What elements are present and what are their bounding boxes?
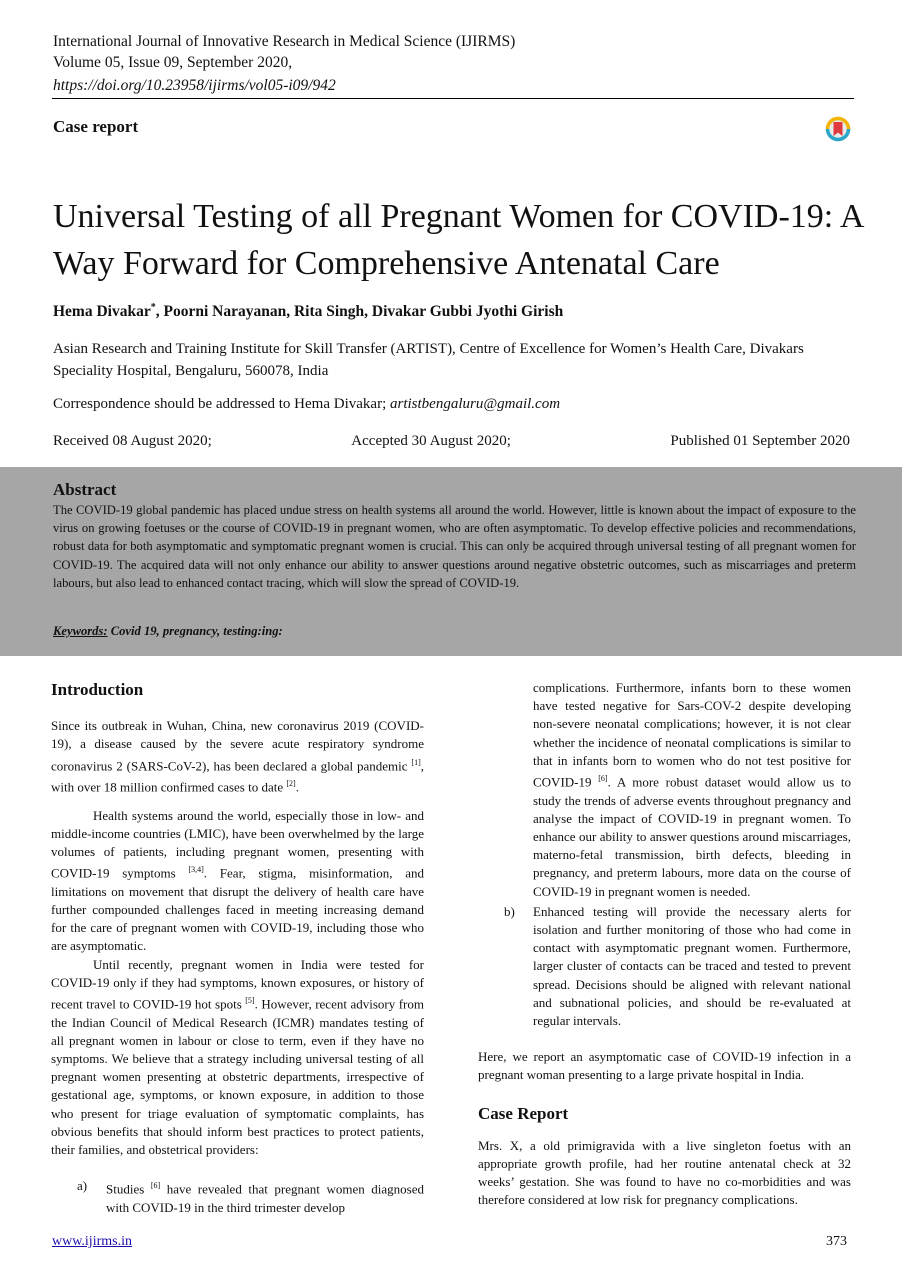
list-item-a-continued: complications. Furthermore, infants born to these women have tested negative for Sars-COV-2 despite developing non-severe neonatal complications; however, it is not clear whether the incidence of neonatal complications is similar to that in infants born to women who do not test positive for COVID-19 [6]. A more robust dataset would allow us to study the trends of adverse events throughout pregnancy and analyse the impact of COVID-19 in pregnant women. To enhance our ability to answer questions around miscarriages, materno-fetal transmission, birth defects, bleeding in pregnancy, and preterm labours, more data on the course of COVID-19 in pregnant women is needed. xyxy=(533,680,851,899)
date-accepted: Accepted 30 August 2020; xyxy=(351,433,511,449)
page-number: 373 xyxy=(826,1234,847,1249)
intro-paragraph-2: Health systems around the world, especially those in low- and middle-income countries (LMIC), have been overwhelmed by the large volumes of patients, including pregnant women, presenting with COVID-19 symptoms [3,4]. Fear, stigma, misinformation, and limitations on movement that disrupt the delivery of health care have further compounded challenges faced in meeting increasing demand for the care of pregnant women with COVID-19, including those who are asymptomatic. xyxy=(51,807,424,954)
list-item-a: a) Studies [6] have revealed that pregnant women diagnosed with COVID-19 in the third trimester develop xyxy=(77,1178,424,1215)
ref-6b[interactable]: [6] xyxy=(598,774,608,784)
introduction-heading: Introduction xyxy=(51,680,144,699)
keywords-label: Keywords: xyxy=(53,624,108,638)
date-received: Received 08 August 2020; xyxy=(53,433,212,449)
ref-1[interactable]: [1] xyxy=(411,757,421,767)
list-item-b: b) Enhanced testing will provide the necessary alerts for isolation and further monitoring of those who had come in contact with asymptomatic pregnant women. Furthermore, larger cluster of contacts can be traced and tested to prevent spread. Decisions should be aligned with relevant national and subnational policies, and should be re-evaluated at regular intervals. xyxy=(504,903,851,1028)
article-type: Case report xyxy=(53,117,139,136)
ref-3-4[interactable]: [3,4] xyxy=(188,865,204,875)
journal-volume: Volume 05, Issue 09, September 2020, xyxy=(53,54,293,71)
date-published: Published 01 September 2020 xyxy=(670,433,850,449)
abstract-text: The COVID-19 global pandemic has placed undue stress on health systems all around the world. However, little is known about the impact of exposure to the virus on growing foetuses or the course of COVID-19 in pregnant women, who are often asymptomatic. To develop effective policies and recommendations, robust data for both asymptomatic and symptomatic pregnant women is crucial. This can only be acquired through universal testing of all pregnant women for COVID-19. The acquired data will not only enhance our ability to answer questions around negative obstetric outcomes, such as miscarriages and preterm labours, but also lead to enhanced contact tracing, which will slow the spread of COVID-19. xyxy=(53,503,856,590)
ref-2[interactable]: [2] xyxy=(286,779,296,789)
author-first: Hema Divakar xyxy=(53,303,151,321)
crossmark-icon[interactable] xyxy=(824,115,852,143)
keywords-values: Covid 19, pregnancy, testing:ing: xyxy=(107,624,283,638)
right-column xyxy=(478,679,851,1210)
ref-5[interactable]: [5] xyxy=(245,996,255,1006)
journal-name: International Journal of Innovative Research in Medical Science (IJIRMS) xyxy=(53,33,516,50)
article-title: Universal Testing of all Pregnant Women for COVID-19: A Way Forward for Comprehensive Antenatal Care xyxy=(53,198,863,282)
ref-6[interactable]: [6] xyxy=(150,1181,161,1191)
website-link[interactable]: www.ijirms.in xyxy=(52,1234,132,1249)
affiliation: Asian Research and Training Institute for Skill Transfer (ARTIST), Centre of Excellence for Women’s Health Care, Divakars Speciality Hospital, Bengaluru, 560078, India xyxy=(53,341,804,379)
doi-link[interactable]: https://doi.org/10.23958/ijirms/vol05-i09/942 xyxy=(53,77,336,94)
correspondence-email[interactable]: artistbengaluru@gmail.com xyxy=(389,396,561,412)
abstract-heading: Abstract xyxy=(53,480,117,499)
intro-paragraph-3: Until recently, pregnant women in India were tested for COVID-19 only if they had symptoms, known exposures, or history of recent travel to COVID-19 hot spots [5]. However, recent advisory from the Indian Council of Medical Research (ICMR) mandates testing of all pregnant women in labour or close to term, even if they have no symptoms. We believe that a strategy including universal testing of all pregnant women presenting at obstetric departments, irrespective of gestational age, symptoms, or known exposure, in addition to those who present for triage evaluation of symptomatic complaints, has obvious benefits that should inform best practices to protect patients, their families, and obstetrical providers: xyxy=(51,956,424,1157)
intro-paragraph-1: Since its outbreak in Wuhan, China, new coronavirus 2019 (COVID-19), a disease caused by the severe acute respiratory syndrome coronavirus 2 (SARS-CoV-2), has been declared a global pandemic [1], with over 18 million confirmed cases to date [2]. xyxy=(51,718,424,795)
correspondence xyxy=(53,396,560,413)
here-paragraph: Here, we report an asymptomatic case of COVID-19 infection in a pregnant woman presenting to a large private hospital in India. xyxy=(478,1049,851,1083)
case-report-heading: Case Report xyxy=(478,1103,569,1123)
author-asterisk: * xyxy=(150,302,156,313)
list-marker-a: a) xyxy=(77,1178,88,1194)
list-marker-b: b) xyxy=(504,903,515,919)
correspondence-text: Correspondence should be addressed to Hema Divakar; xyxy=(53,396,390,412)
left-column xyxy=(51,681,424,1217)
author-list xyxy=(53,302,563,321)
case-report-paragraph: Mrs. X, a old primigravida with a live singleton foetus with an appropriate growth profile, had her routine antenatal check at 32 weeks’ gestation. She was found to have no co-morbidities and was therefore considered at low risk for pregnancy complications. xyxy=(478,1137,851,1208)
date-row xyxy=(53,433,850,450)
author-rest: , Poorni Narayanan, Rita Singh, Divakar Gubbi Jyothi Girish xyxy=(155,303,564,321)
keywords-line xyxy=(53,624,283,639)
header-rule xyxy=(52,98,854,99)
